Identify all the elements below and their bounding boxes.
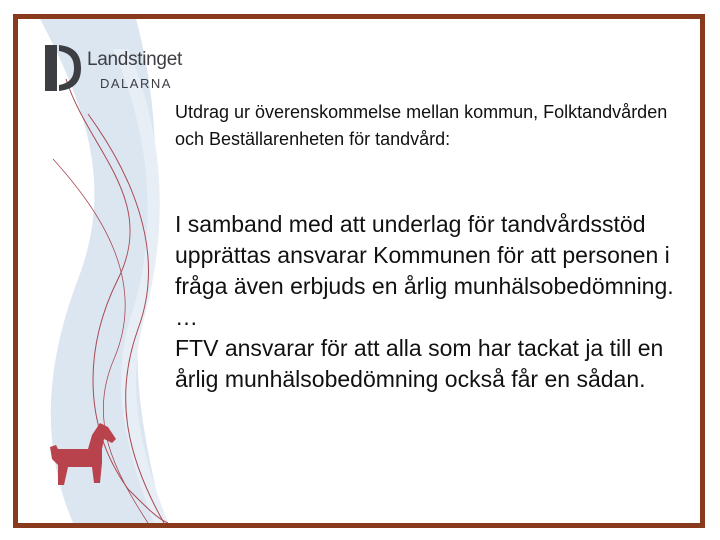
slide: [13, 14, 705, 528]
body-text: [175, 209, 705, 395]
paragraph-ftv: FTV ansvarar för att alla som har tackat ja till en årlig munhälsobedömning också får en sådan.: [175, 335, 664, 392]
ellipsis: …: [175, 304, 198, 330]
dala-horse-icon: [42, 419, 122, 499]
paragraph-kommunen: I samband med att underlag för tandvårdsstöd upprättas ansvarar Kommunen för att personen i fråga även erbjuds en årlig munhälsobedömning.: [175, 211, 674, 299]
landstinget-d-icon: [43, 43, 83, 93]
intro-text: Utdrag ur överenskommelse mellan kommun, Folktandvården och Beställarenheten för tandvård:: [175, 102, 668, 149]
logo-name: Landstinget: [87, 49, 182, 70]
logo-subtitle: DALARNA: [100, 76, 172, 91]
